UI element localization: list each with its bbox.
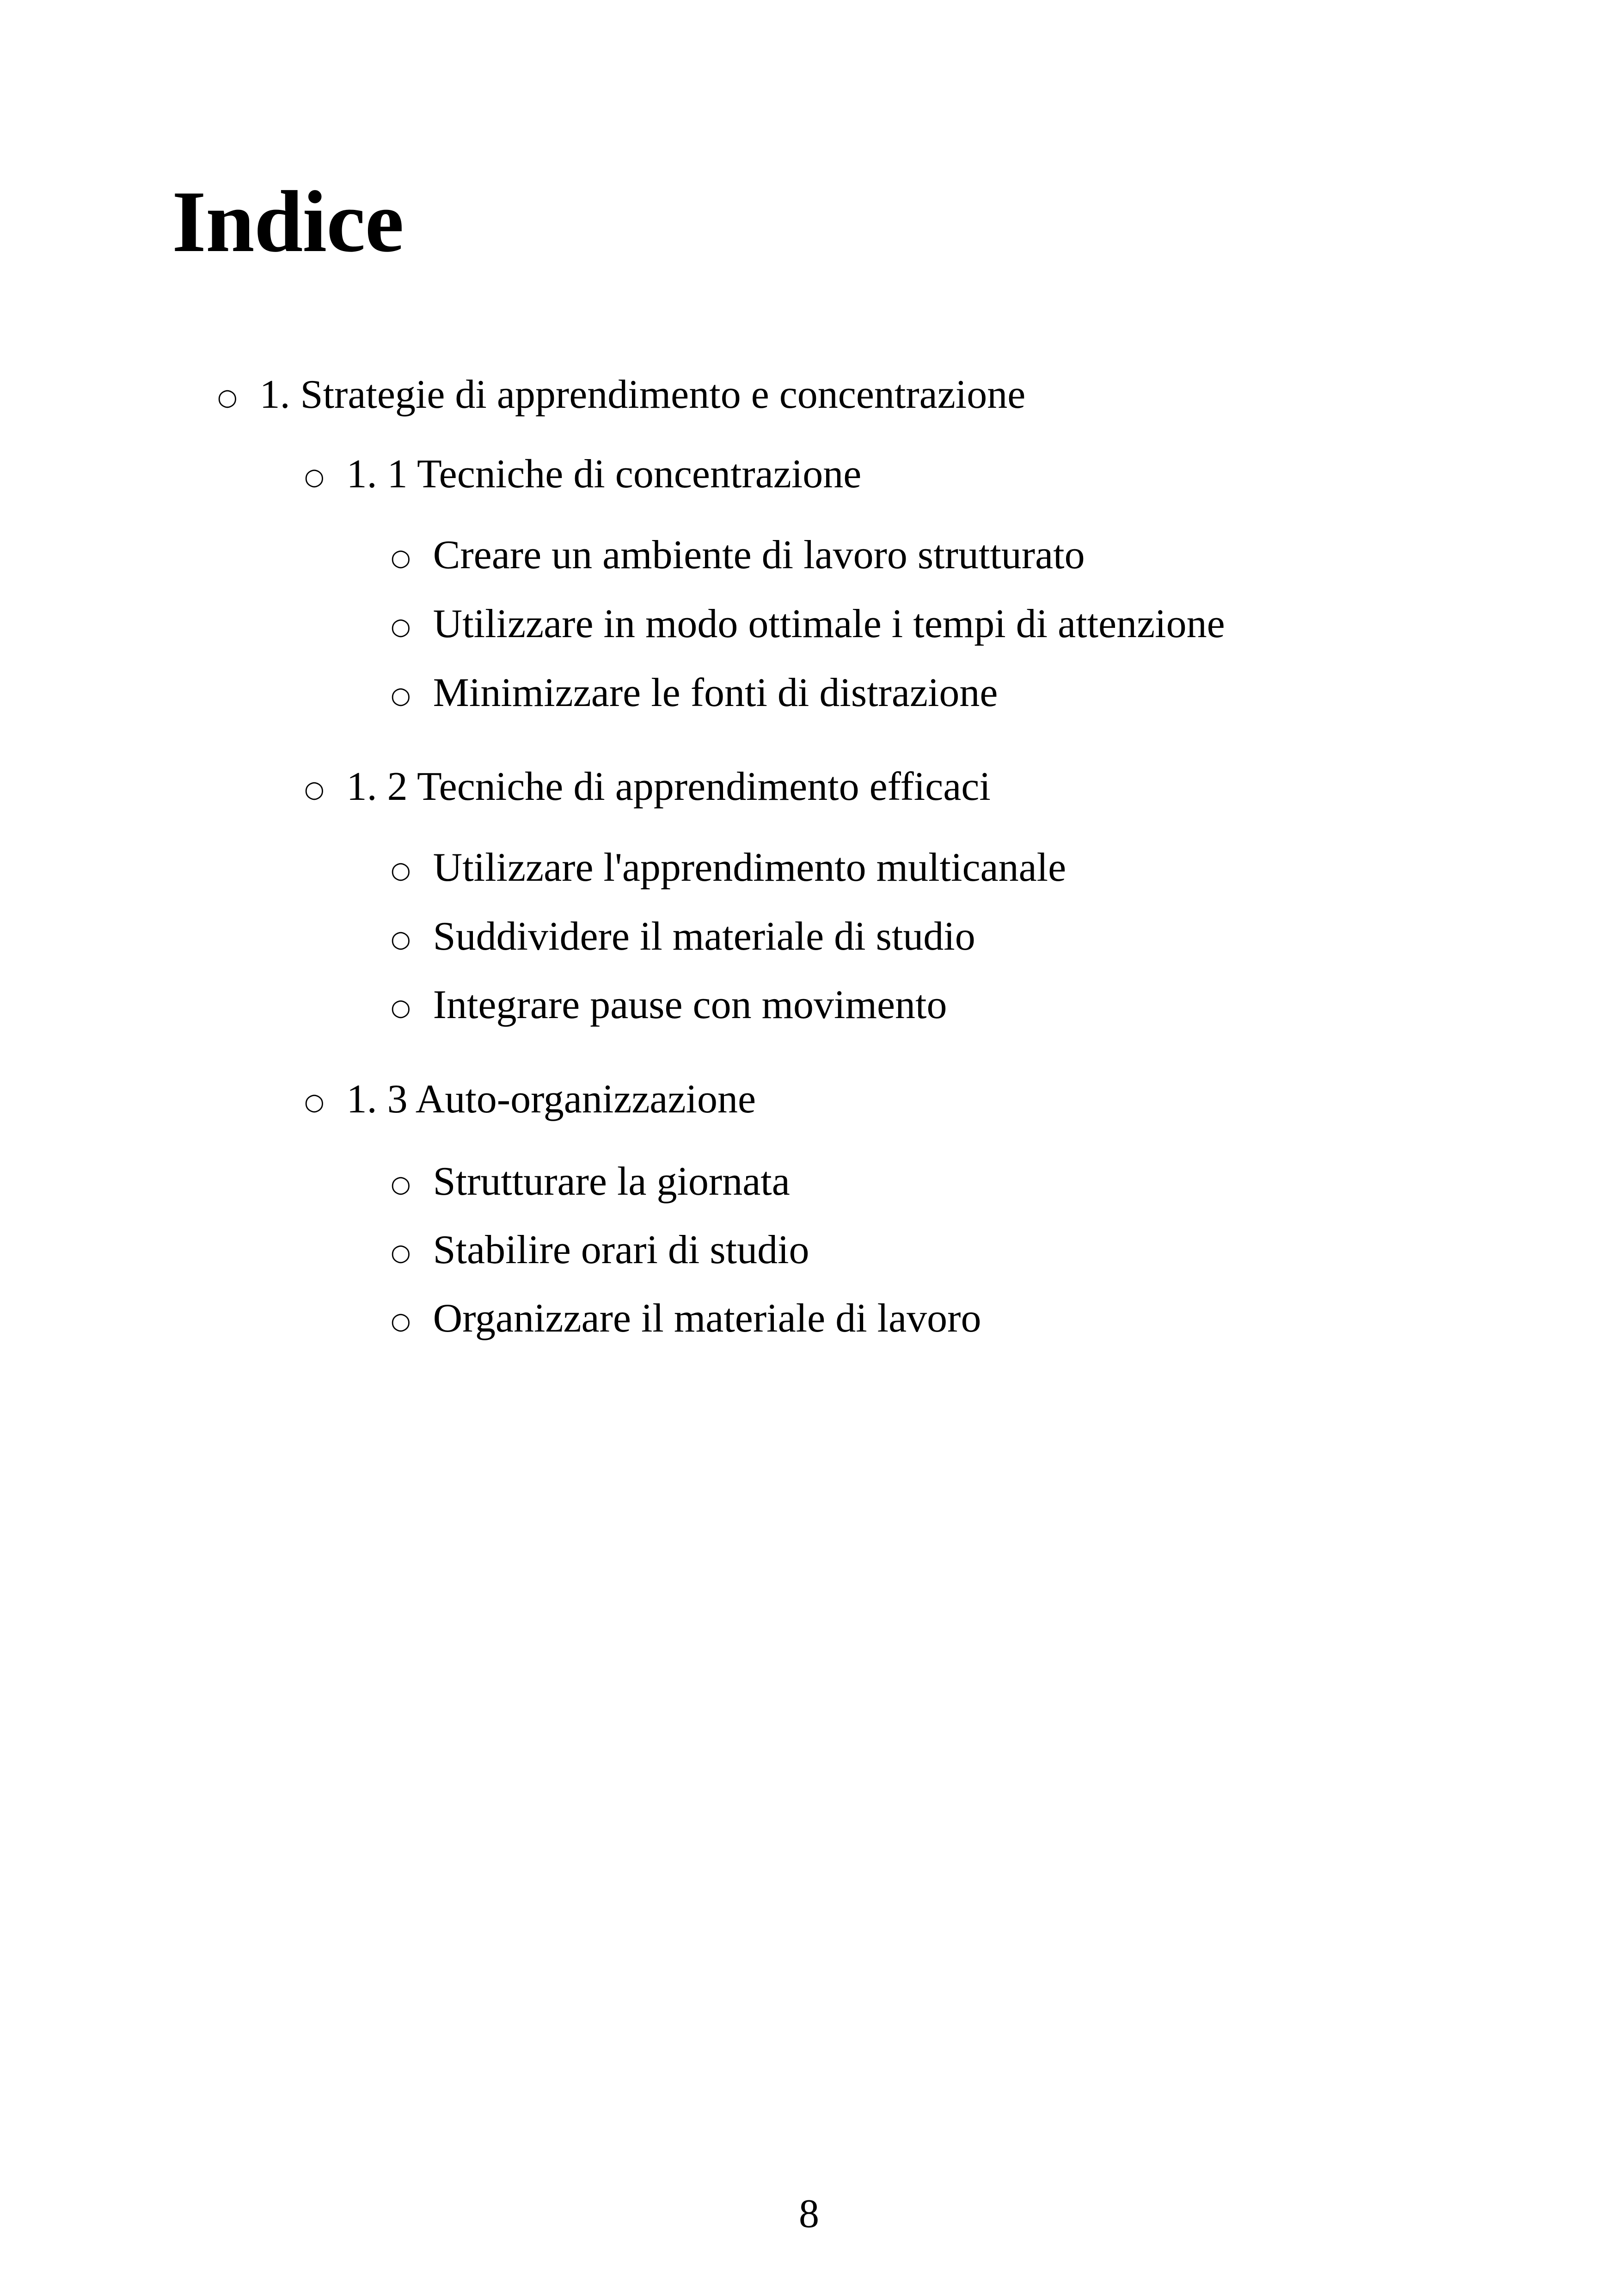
- toc-item-label: Utilizzare l'apprendimento multicanale: [433, 845, 1066, 890]
- hollow-circle-bullet-icon: ○: [217, 384, 238, 411]
- hollow-circle-bullet-icon: ○: [391, 857, 411, 884]
- toc-item[interactable]: [391, 916, 975, 957]
- hollow-circle-bullet-icon: ○: [391, 613, 411, 640]
- toc-item[interactable]: [391, 1230, 809, 1271]
- hollow-circle-bullet-icon: ○: [391, 926, 411, 952]
- toc-item[interactable]: [391, 535, 1085, 576]
- toc-item-label: Suddividere il materiale di studio: [433, 914, 975, 959]
- toc-item[interactable]: [391, 1161, 790, 1202]
- toc-chapter-1-label: 1. Strategie di apprendimento e concentrazione: [259, 372, 1026, 417]
- toc-section-1-1-label: 1. 1 Tecniche di concentrazione: [346, 452, 862, 497]
- hollow-circle-bullet-icon: ○: [391, 1308, 411, 1334]
- toc-item-label: Integrare pause con movimento: [433, 982, 947, 1027]
- toc-item[interactable]: [391, 670, 998, 715]
- hollow-circle-bullet-icon: ○: [391, 682, 411, 709]
- toc-item[interactable]: [391, 982, 947, 1027]
- toc-item-label: Creare un ambiente di lavoro strutturato: [433, 533, 1085, 577]
- toc-section-1-3-label: 1. 3 Auto-organizzazione: [346, 1077, 756, 1122]
- toc-section-1-1[interactable]: [304, 454, 861, 495]
- hollow-circle-bullet-icon: ○: [391, 1239, 411, 1266]
- hollow-circle-bullet-icon: ○: [304, 776, 325, 803]
- hollow-circle-bullet-icon: ○: [304, 463, 325, 490]
- hollow-circle-bullet-icon: ○: [391, 1171, 411, 1197]
- toc-section-1-2-label: 1. 2 Tecniche di apprendimento efficaci: [346, 764, 991, 809]
- page-number: 8: [799, 2192, 819, 2236]
- toc-item-label: Minimizzare le fonti di distrazione: [433, 670, 998, 715]
- toc-item-label: Stabilire orari di studio: [433, 1228, 809, 1272]
- hollow-circle-bullet-icon: ○: [391, 544, 411, 571]
- hollow-circle-bullet-icon: ○: [391, 994, 411, 1021]
- toc-chapter-1[interactable]: [217, 374, 1025, 415]
- toc-section-1-2[interactable]: [304, 764, 991, 809]
- toc-item-label: Organizzare il materiale di lavoro: [433, 1296, 981, 1341]
- toc-item-label: Strutturare la giornata: [433, 1159, 790, 1204]
- toc-item[interactable]: [391, 604, 1225, 645]
- hollow-circle-bullet-icon: ○: [304, 1088, 325, 1115]
- toc-item[interactable]: [391, 1298, 981, 1339]
- toc-item-label: Utilizzare in modo ottimale i tempi di attenzione: [433, 602, 1225, 646]
- page-title: Indice: [172, 173, 404, 270]
- toc-section-1-3[interactable]: [304, 1079, 756, 1120]
- toc-item[interactable]: [391, 847, 1066, 888]
